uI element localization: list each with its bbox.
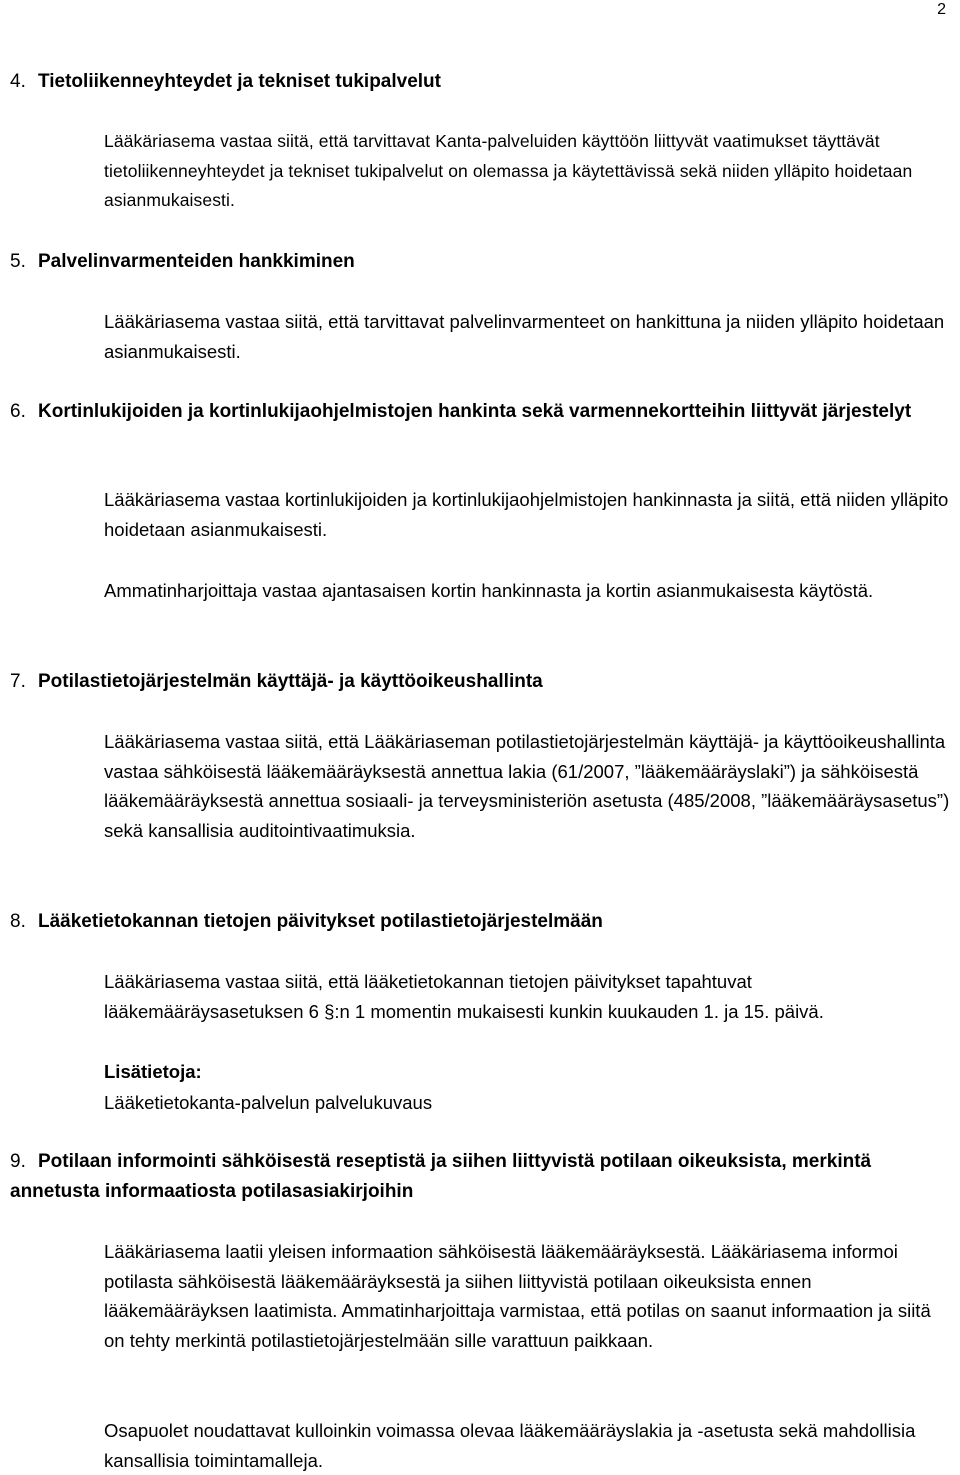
section-number: 5. [10, 251, 26, 272]
section-4-paragraph-1: Lääkäriasema vastaa siitä, että tarvittavat Kanta-palveluiden käyttöön liittyvät vaatimukset täyttävät tietoliikenneyhteydet ja tekniset tukipalvelut on olemassa ja käytettävissä sekä niiden ylläpito hoidetaan asianmukaisesti. [104, 131, 913, 210]
section-6-paragraph-2: Ammatinharjoittaja vastaa ajantasaisen kortin hankinnasta ja kortin asianmukaisesta käytöstä. [104, 580, 874, 601]
section-title: Tietoliikenneyhteydet ja tekniset tukipalvelut [38, 71, 441, 92]
section-8-paragraph-1: Lääkäriasema vastaa siitä, että lääketietokannan tietojen päivitykset tapahtuvat lääkemääräysasetuksen 6 §:n 1 momentin mukaisesti kunkin kuukauden 1. ja 15. päivä. [104, 971, 824, 1022]
page-number: 2 [937, 1, 946, 18]
section-number: 7. [10, 671, 26, 692]
section-title: Palvelinvarmenteiden hankkiminen [38, 251, 355, 272]
section-4-heading [10, 67, 950, 97]
section-8-heading [10, 907, 950, 937]
section-7-heading [10, 667, 950, 697]
section-number: 9. [10, 1151, 26, 1172]
section-title: Lääketietokannan tietojen päivitykset potilastietojärjestelmään [38, 911, 603, 932]
section-number: 8. [10, 911, 26, 932]
section-number: 4. [10, 71, 26, 92]
info-title: Lisätietoja: [104, 1061, 202, 1082]
section-9-paragraph-1: Lääkäriasema laatii yleisen informaation sähköisestä lääkemääräyksestä. Lääkäriasema informoi potilasta sähköisestä lääkemääräyksestä ja siihen liittyvistä potilaan oikeuksista ennen lääkemääräyksen laatimista. Ammatinharjoittaja varmistaa, että potilas on saanut informaation ja siitä on tehty merkintä potilastietojärjestelmään sille varattuun paikkaan. [104, 1241, 931, 1351]
section-5-heading [10, 247, 950, 277]
section-6-paragraph-1: Lääkäriasema vastaa kortinlukijoiden ja kortinlukijaohjelmistojen hankinnasta ja siitä, että niiden ylläpito hoidetaan asianmukaisesti. [104, 489, 949, 540]
section-5-paragraph-1: Lääkäriasema vastaa siitä, että tarvittavat palvelinvarmenteet on hankittuna ja niiden ylläpito hoidetaan asianmukaisesti. [104, 311, 945, 362]
section-7-paragraph-1: Lääkäriasema vastaa siitä, että Lääkäriaseman potilastietojärjestelmän käyttäjä- ja käyttöoikeushallinta vastaa sähköisestä lääkemääräyksestä annettua lakia (61/2007, ”lääkemääräyslaki”) ja sähköisestä lääkemääräyksestä annettua sosiaali- ja terveysministeriön asetusta (485/2008, ”lääkemääräysasetus”) sekä kansallisia auditointivaatimuksia. [104, 731, 950, 841]
section-9-heading [10, 1147, 950, 1207]
section-title: Potilastietojärjestelmän käyttäjä- ja käyttöoikeushallinta [38, 671, 543, 692]
info-link[interactable]: Lääketietokanta-palvelun palvelukuvaus [104, 1092, 433, 1113]
section-title: Potilaan informointi sähköisestä reseptistä ja siihen liittyvistä potilaan oikeuksista, merkintä annetusta informaatiosta potilasasiakirjoihin [10, 1151, 872, 1202]
section-9-paragraph-2: Osapuolet noudattavat kulloinkin voimassa olevaa lääkemääräyslakia ja -asetusta sekä mahdollisia kansallisia toimintamalleja. [104, 1420, 916, 1471]
section-6-heading [10, 397, 950, 427]
section-number: 6. [10, 401, 26, 422]
section-title: Kortinlukijoiden ja kortinlukijaohjelmistojen hankinta sekä varmennekortteihin liittyvät järjestelyt [38, 401, 912, 422]
